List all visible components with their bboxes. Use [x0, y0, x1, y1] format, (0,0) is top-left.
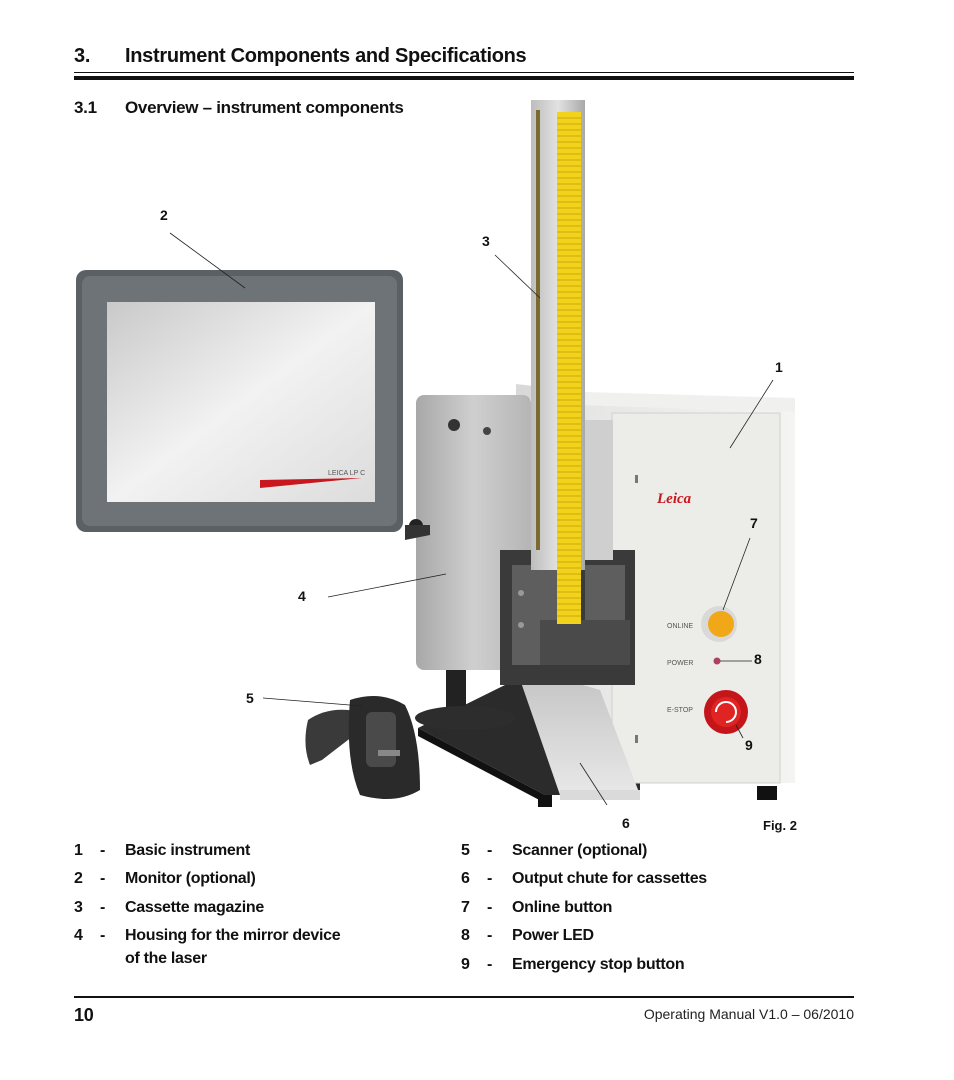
legend-dash: - [100, 927, 106, 944]
legend-text: of the laser [125, 950, 207, 967]
legend-num: 7 [461, 899, 470, 916]
header-rule-thin [74, 72, 854, 73]
callout-4: 4 [298, 588, 306, 604]
legend-text: Monitor (optional) [125, 870, 256, 887]
handheld-scanner [305, 696, 420, 799]
legend-num: 5 [461, 842, 470, 859]
cassette-magazine [531, 100, 585, 624]
power-label: POWER [667, 660, 694, 667]
legend-dash: - [487, 927, 493, 944]
legend-dash: - [100, 842, 106, 859]
instrument-illustration [60, 95, 860, 840]
section-title: Instrument Components and Specifications [125, 45, 527, 67]
legend-dash: - [487, 842, 493, 859]
legend-text: Cassette magazine [125, 899, 264, 916]
legend-num: 8 [461, 927, 470, 944]
legend-num: 4 [74, 927, 83, 944]
legend-dash: - [487, 956, 493, 973]
leica-logo: Leica [657, 491, 692, 507]
legend-text: Online button [512, 899, 613, 916]
callout-7: 7 [750, 515, 758, 531]
estop-label: E-STOP [667, 707, 693, 714]
callout-1: 1 [775, 359, 783, 375]
legend-text: Output chute for cassettes [512, 870, 707, 887]
subsection-title: Overview – instrument components [125, 98, 404, 117]
callout-6: 6 [622, 815, 630, 831]
monitor [76, 270, 430, 540]
header-rule-thick [74, 76, 854, 80]
callout-9: 9 [745, 737, 753, 753]
legend-dash: - [487, 870, 493, 887]
legend-num: 2 [74, 870, 83, 887]
legend-dash: - [487, 899, 493, 916]
legend-text: Housing for the mirror device [125, 927, 341, 944]
online-label: ONLINE [667, 623, 694, 630]
power-led [714, 658, 721, 665]
legend-num: 9 [461, 956, 470, 973]
footer-manual-version: Operating Manual V1.0 – 06/2010 [643, 1006, 854, 1022]
page-number: 10 [74, 1005, 94, 1025]
callout-5: 5 [246, 690, 254, 706]
callout-2: 2 [160, 207, 168, 223]
callout-8: 8 [754, 651, 762, 667]
legend-num: 6 [461, 870, 470, 887]
section-number: 3. [74, 45, 91, 67]
legend-text: Power LED [512, 927, 594, 944]
footer-rule [74, 996, 854, 998]
legend-dash: - [100, 899, 106, 916]
figure-caption: Fig. 2 [763, 818, 797, 833]
legend-num: 3 [74, 899, 83, 916]
online-button [708, 611, 734, 637]
legend-dash: - [100, 870, 106, 887]
subsection-number: 3.1 [74, 98, 97, 117]
legend-text: Emergency stop button [512, 956, 685, 973]
monitor-brand: LEICA LP C [328, 470, 366, 477]
legend-text: Scanner (optional) [512, 842, 648, 859]
legend-text: Basic instrument [125, 842, 251, 859]
legend-num: 1 [74, 842, 83, 859]
callout-3: 3 [482, 233, 490, 249]
